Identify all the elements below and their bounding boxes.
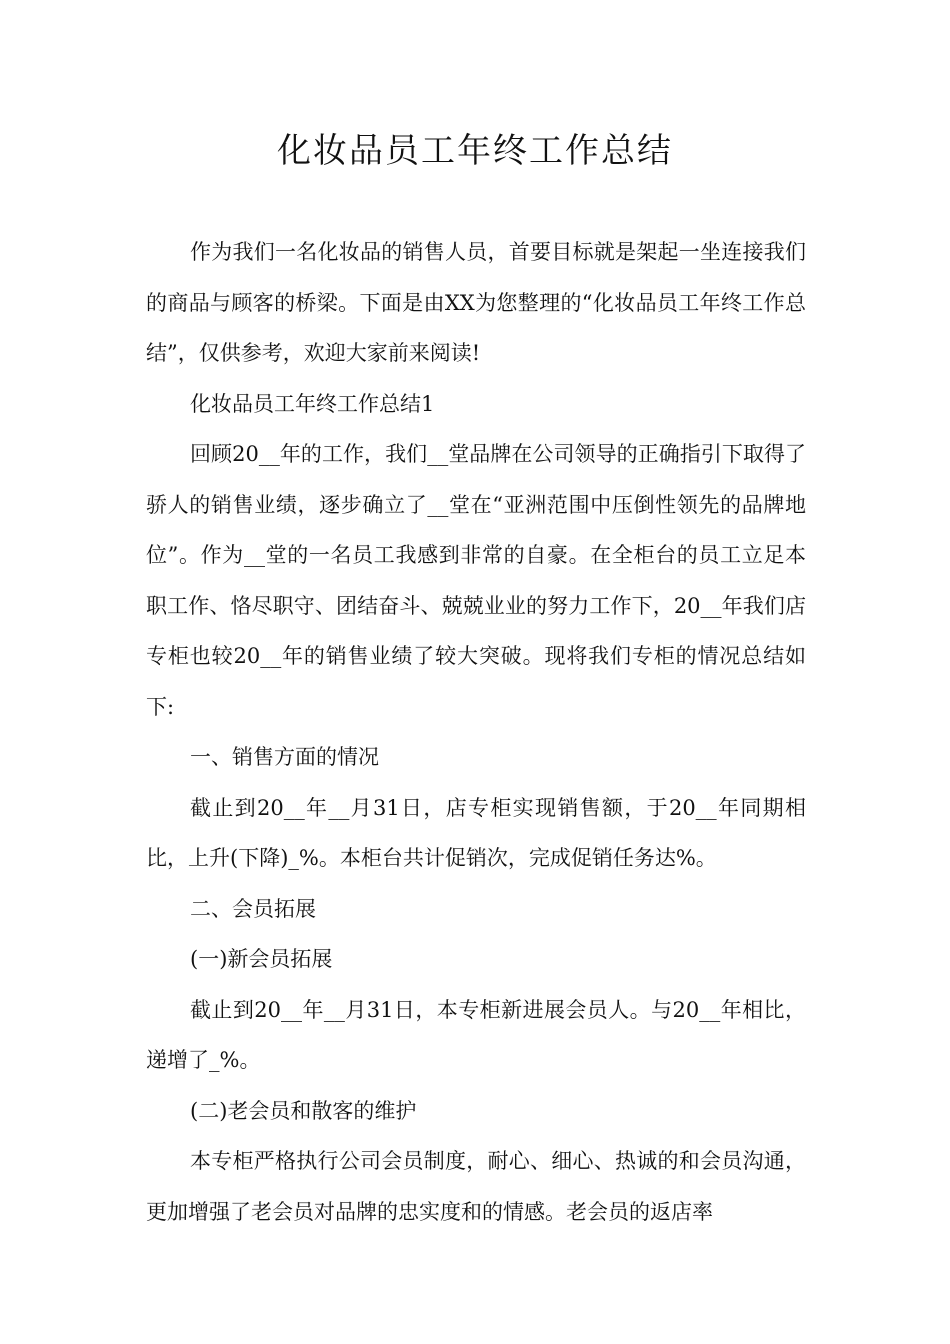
document-title: 化妆品员工年终工作总结 <box>277 131 673 171</box>
section-heading: 化妆品员工年终工作总结1 <box>190 391 435 416</box>
document-body <box>146 227 806 1237</box>
body-paragraph: 本专柜严格执行公司会员制度，耐心、细心、热诚的和会员沟通，更加增强了老会员对品牌的忠实度和的情感。老会员的返店率 <box>146 1149 806 1224</box>
section-heading: 二、会员拓展 <box>190 896 316 921</box>
subsection-heading: (一)新会员拓展 <box>190 947 333 971</box>
subsection-heading: (二)老会员和散客的维护 <box>190 1098 417 1123</box>
body-paragraph: 回顾20__年的工作，我们__堂品牌在公司领导的正确指引下取得了骄人的销售业绩，逐步确立了__堂在“亚洲范围中压倒性领先的品牌地位”。作为__堂的一名员工我感到非常的自豪。在全柜台的员工立足本职工作、恪尽职守、团结奋斗、兢兢业业的努力工作下，20__年我们店专柜也较20__年的销售业绩了较大突破。现将我们专柜的情况总结如下: <box>146 442 806 719</box>
body-paragraph: 截止到20__年__月31日，店专柜实现销售额，于20__年同期相比，上升(下降)_%。本柜台共计促销次，完成促销任务达%。 <box>146 795 806 870</box>
body-paragraph: 截止到20__年__月31日，本专柜新进展会员人。与20__年相比，递增了_%。 <box>146 997 806 1072</box>
section-heading: 一、销售方面的情况 <box>190 745 379 769</box>
intro-paragraph: 作为我们一名化妆品的销售人员，首要目标就是架起一坐连接我们的商品与顾客的桥梁。下面是由XX为您整理的“化妆品员工年终工作总结”，仅供参考，欢迎大家前来阅读! <box>146 240 806 365</box>
